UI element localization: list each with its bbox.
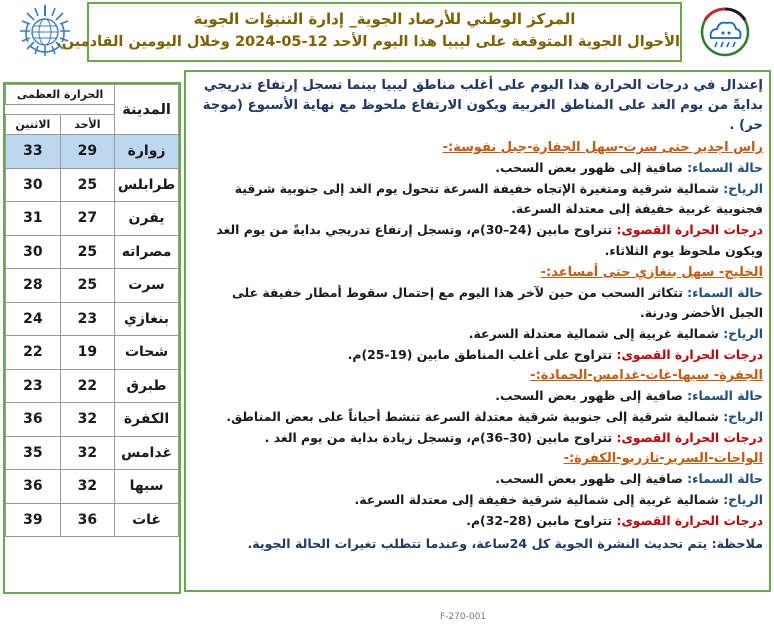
column-header-monday: الاثنين [6,115,61,135]
table-row [6,503,179,537]
table-row [6,336,179,370]
table-row [6,202,179,236]
sunday-temp: 19 [60,336,114,370]
temperature-condition [194,220,763,261]
sky-condition [194,386,763,407]
sky-label: حالة السماء: [687,388,763,404]
note-text: يتم تحديث النشرة الجوية كل 24ساعة، وعندما تتطلب تغيرات الحالة الجوية. [247,535,712,551]
temperature-condition [194,428,763,449]
sunday-temp: 23 [60,302,114,336]
wind-text: شمالية شرقية ومتغيرة الإتجاه خفيفة السرعة تتحول يوم الغد إلى جنوبية شرقية فجنوبية غربية خفيفة إلى معتدلة السرعة. [234,180,763,217]
table-row [6,235,179,269]
sunday-temp: 32 [60,470,114,504]
sky-text: صافية إلى ظهور بعض السحب. [495,471,688,487]
table-row [6,369,179,403]
forecast-intro: إعتدال في درجات الحرارة هذا اليوم على أغلب مناطق ليبيا بينما تسجل إرتفاع تدريجي بدايةً من يوم الغد على المناطق الغربية ويكون الارتفاع ملحوظ مع نهاية الأسبوع (موجة حر) . [202,78,763,133]
monday-temp: 35 [6,436,61,470]
table-row [6,436,179,470]
sunday-temp: 25 [60,235,114,269]
city-name: شحات [115,336,179,370]
city-name: طبرق [115,369,179,403]
city-name: الكفرة [115,403,179,437]
sky-text: تتكاثر السحب من حين لآخر هذا اليوم مع إحتمال سقوط أمطار خفيفة على الجبل الأخضر ودرنة. [231,284,763,321]
wind-text: شمالية شرقية إلى جنوبية شرقية معتدلة السرعة تنشط أحياناً على بعض المناطق. [226,409,724,425]
city-name: زوارة [115,135,179,169]
temperature-table-panel [3,82,181,594]
city-name: طرابلس [115,168,179,202]
table-row [6,470,179,504]
header-title: المركز الوطني للأرصاد الجوية_ إدارة التنبؤات الجوية [193,10,576,28]
monday-temp: 23 [6,369,61,403]
city-name: بنغازي [115,302,179,336]
wind-condition [194,179,763,220]
monday-temp: 24 [6,302,61,336]
sky-text: صافية إلى ظهور بعض السحب. [495,388,688,404]
monday-temp: 36 [6,403,61,437]
temp-text: تتراوح مابين (28–32)م. [466,512,617,528]
temperature-condition [194,511,763,532]
forecast-text-panel [184,70,771,622]
column-header-city: المدينة [115,85,179,135]
temperature-table [5,84,179,537]
temp-label: درجات الحرارة القصوى: [616,222,763,238]
region-title: الجفرة- سبها-غات-غدامس-الحمادة:- [530,368,763,384]
monday-temp: 28 [6,269,61,303]
sunday-temp: 32 [60,436,114,470]
column-header-max-temp: الحرارة العظمى [6,85,115,105]
temp-label: درجات الحرارة القصوى: [616,512,763,528]
city-name: مصراته [115,235,179,269]
wind-label: الرياح: [723,180,763,196]
region-title: الواحات-السرير-تازربو-الكفرة:- [563,451,763,467]
sunday-temp: 22 [60,369,114,403]
wind-condition [194,324,763,345]
sunday-temp: 36 [60,503,114,537]
monday-temp: 22 [6,336,61,370]
table-row [6,403,179,437]
table-row [6,302,179,336]
city-name: غات [115,503,179,537]
sky-label: حالة السماء: [687,284,763,300]
sky-condition [194,469,763,490]
city-name: سبها [115,470,179,504]
temp-label: درجات الحرارة القصوى: [616,429,763,445]
table-row [6,168,179,202]
wind-condition [194,490,763,511]
temp-label: درجات الحرارة القصوى: [616,346,763,362]
sunday-temp: 32 [60,403,114,437]
monday-temp: 36 [6,470,61,504]
sky-label: حالة السماء: [687,471,763,487]
temperature-condition [194,345,763,366]
city-name: سرت [115,269,179,303]
wmo-logo-icon [16,2,74,60]
region-title: راس اجدير حتى سرت-سهل الجفارة-جبل نفوسة:- [442,140,763,155]
sunday-temp: 29 [60,135,114,169]
header-subtitle: الأحوال الجوية المتوقعة على ليبيا هذا اليوم الأحد 12-05-2024 وخلال اليومين القادمين. [56,34,680,50]
wind-text: شمالية غربية إلى شمالية شرقية خفيفة إلى معتدلة السرعة. [354,492,724,508]
wind-label: الرياح: [723,325,763,341]
sky-condition [194,158,763,179]
table-row [6,135,179,169]
sky-condition [194,283,763,324]
region-title: الخليج- سهل بنغازي حتى أمساعد:- [540,264,763,280]
temp-text: تتراوح مابين (24–30)م، وتسجل إرتفاع تدريجي بدايةً من يوم الغد ويكون ملحوظ يوم الثلاثاء. [216,222,763,258]
column-header-sunday: الأحد [60,115,114,135]
forecast-note [194,534,763,555]
header-box [56,2,682,62]
table-row [6,269,179,303]
monday-temp: 30 [6,235,61,269]
wind-condition [194,407,763,428]
wind-label: الرياح: [723,409,763,425]
city-name: يفرن [115,202,179,236]
document-code: F-270-001 [440,612,487,622]
wind-label: الرياح: [723,492,763,508]
ncm-cloud-logo-icon [693,6,757,58]
wind-text: شمالية غربية إلى شمالية معتدلة السرعة. [468,325,724,341]
sunday-temp: 25 [60,269,114,303]
monday-temp: 33 [6,135,61,169]
temp-text: تتراوح مابين (30–36)م، وتسجل زيادة بداية من يوم الغد . [264,429,617,445]
monday-temp: 31 [6,202,61,236]
city-name: غدامس [115,436,179,470]
sky-text: صافية إلى ظهور بعض السحب. [495,160,688,175]
note-label: ملاحظة: [711,535,763,551]
temp-text: تتراوح على أغلب المناطق مابين (19-25)م. [347,346,617,362]
sunday-temp: 27 [60,202,114,236]
monday-temp: 39 [6,503,61,537]
sunday-temp: 25 [60,168,114,202]
monday-temp: 30 [6,168,61,202]
sky-label: حالة السماء: [687,160,763,175]
